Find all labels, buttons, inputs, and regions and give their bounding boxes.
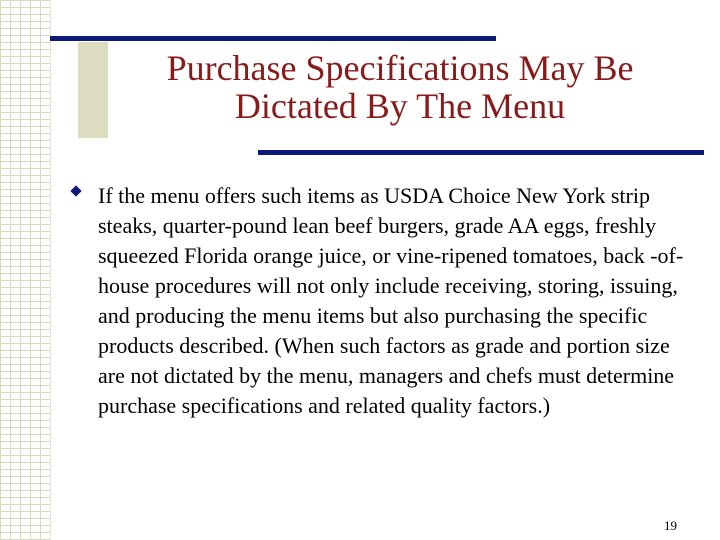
title-bottom-rule: [258, 150, 704, 155]
left-stripe-decoration: [0, 0, 51, 540]
page-number: 19: [664, 518, 677, 533]
diamond-bullet-icon: [70, 185, 81, 196]
title-accent-box: [78, 42, 108, 138]
title-top-rule: [50, 36, 496, 41]
slide-title: Purchase Specifications May Be Dictated By The Menu: [166, 48, 634, 126]
bullet-text: If the menu offers such items as USDA Choice New York strip steaks, quarter-pound lean beef burgers, grade AA eggs, freshly squeezed Florida orange juice, or vine-ripened tomatoes, back -of-house procedures will not only include receiving, storing, issuing, and producing the menu items but also purchasing the specific products described. (When such factors as grade and portion size are not dictated by the menu, managers and chefs must determine purchase specifications and related quality factors.): [98, 183, 684, 418]
